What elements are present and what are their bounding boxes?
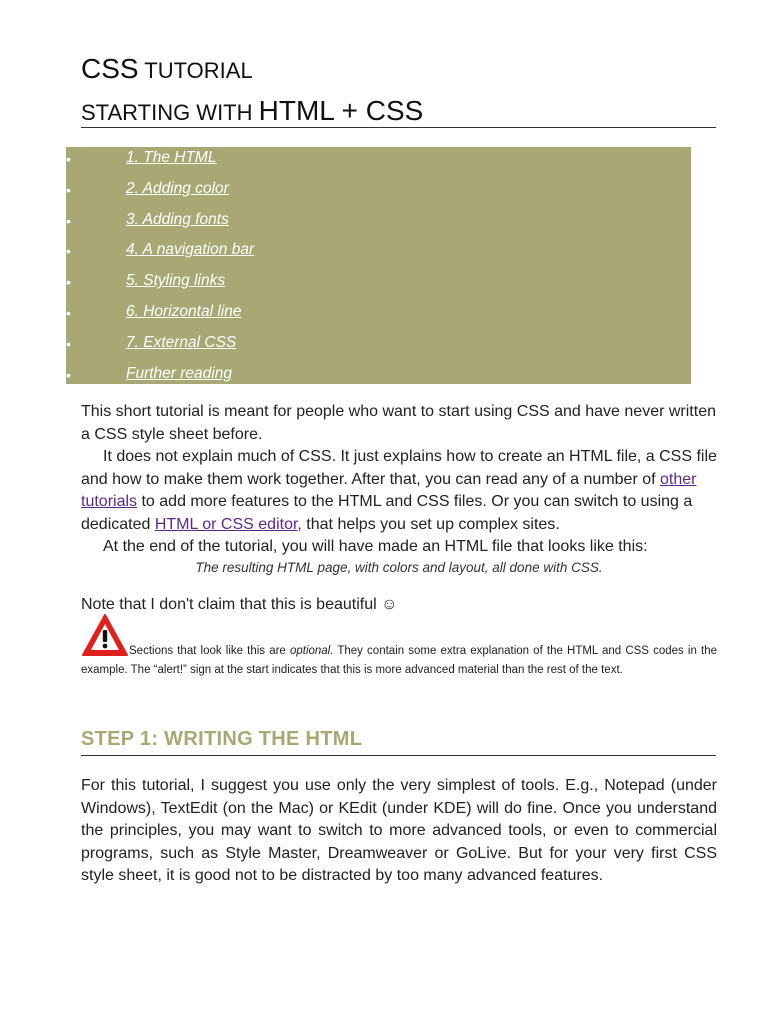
title-divider: [81, 127, 716, 128]
page-title: [81, 48, 716, 132]
toc-link-external-css[interactable]: 7. External CSS: [126, 333, 237, 351]
bullet: •: [66, 335, 71, 352]
alert-text: Sections that look like this are: [129, 645, 290, 657]
toc-item: [66, 363, 691, 394]
step-1-divider: [81, 755, 716, 756]
intro-text: to add more features to the HTML and CSS files. Or you can switch to using a dedicated: [81, 493, 693, 533]
intro-text: It does not explain much of CSS. It just explains how to create an HTML file, a CSS file and how to make them work together. After that, you can read any of a number of: [81, 448, 717, 488]
step-1-paragraph: For this tutorial, I suggest you use only the very simplest of tools. E.g., Notepad (under Windows), TextEdit (on the Mac) or KEdit (under KDE) will do fine. Once you understand the principles, you may want to switch to more advanced tools, or even to commercial programs, such as Style Master, Dreamweaver or GoLive. But for your very first CSS style sheet, it is good not to be distracted by too many advanced features.: [81, 777, 717, 884]
intro-text: that helps you set up complex sites.: [301, 515, 560, 533]
toc-link-horizontal-line[interactable]: 6. Horizontal line: [126, 302, 242, 320]
figure-caption: The resulting HTML page, with colors and layout, all done with CSS.: [195, 560, 603, 575]
toc-item: [66, 209, 691, 240]
toc-item: [66, 239, 691, 270]
optional-section-note: [81, 642, 717, 680]
toc-link-navigation-bar[interactable]: 4. A navigation bar: [126, 241, 255, 259]
step-1-heading: STEP 1: WRITING THE HTML: [81, 728, 363, 750]
intro-paragraph-2: [81, 446, 717, 536]
title-line-1: [81, 48, 716, 90]
bullet: •: [66, 274, 71, 291]
other-tutorials-link[interactable]: other tutorials: [81, 470, 697, 510]
toc-link-adding-fonts[interactable]: 3. Adding fonts: [126, 210, 229, 228]
toc-item: [66, 301, 691, 332]
bullet: •: [66, 304, 71, 321]
toc-item: [66, 270, 691, 301]
toc-item: [66, 178, 691, 209]
bullet: •: [66, 366, 71, 383]
beauty-note: Note that I don't claim that this is beautiful ☺: [81, 596, 398, 613]
bullet: •: [66, 181, 71, 198]
toc-link-further-reading[interactable]: Further reading: [126, 364, 232, 382]
toc-link-adding-color[interactable]: 2. Adding color: [126, 179, 229, 197]
bullet: •: [66, 151, 71, 167]
alert-text: They contain some extra explanation of the HTML and CSS codes in the example. The “alert!” sign at the start indicates that this is more advanced material than the rest of the text.: [81, 645, 717, 676]
title-tutorial: TUTORIAL: [138, 58, 253, 83]
toc-item: [66, 147, 691, 178]
editor-link[interactable]: HTML or CSS editor,: [154, 515, 302, 533]
intro-paragraph-1: This short tutorial is meant for people who want to start using CSS and have never written a CSS style sheet before.: [81, 403, 716, 443]
toc-link-styling-links[interactable]: 5. Styling links: [126, 272, 226, 290]
title-starting-with: STARTING WITH: [81, 100, 259, 125]
toc-link-the-html[interactable]: 1. The HTML: [126, 149, 217, 166]
toc-item: [66, 332, 691, 363]
table-of-contents: [66, 147, 691, 384]
title-html-css: HTML + CSS: [258, 95, 424, 126]
intro-paragraph-3: At the end of the tutorial, you will have made an HTML file that looks like this:: [103, 538, 648, 555]
alert-emphasis: optional.: [289, 645, 334, 657]
title-line-2: [81, 90, 716, 132]
title-css: CSS: [81, 53, 139, 84]
bullet: •: [66, 243, 71, 260]
bullet: •: [66, 212, 71, 229]
